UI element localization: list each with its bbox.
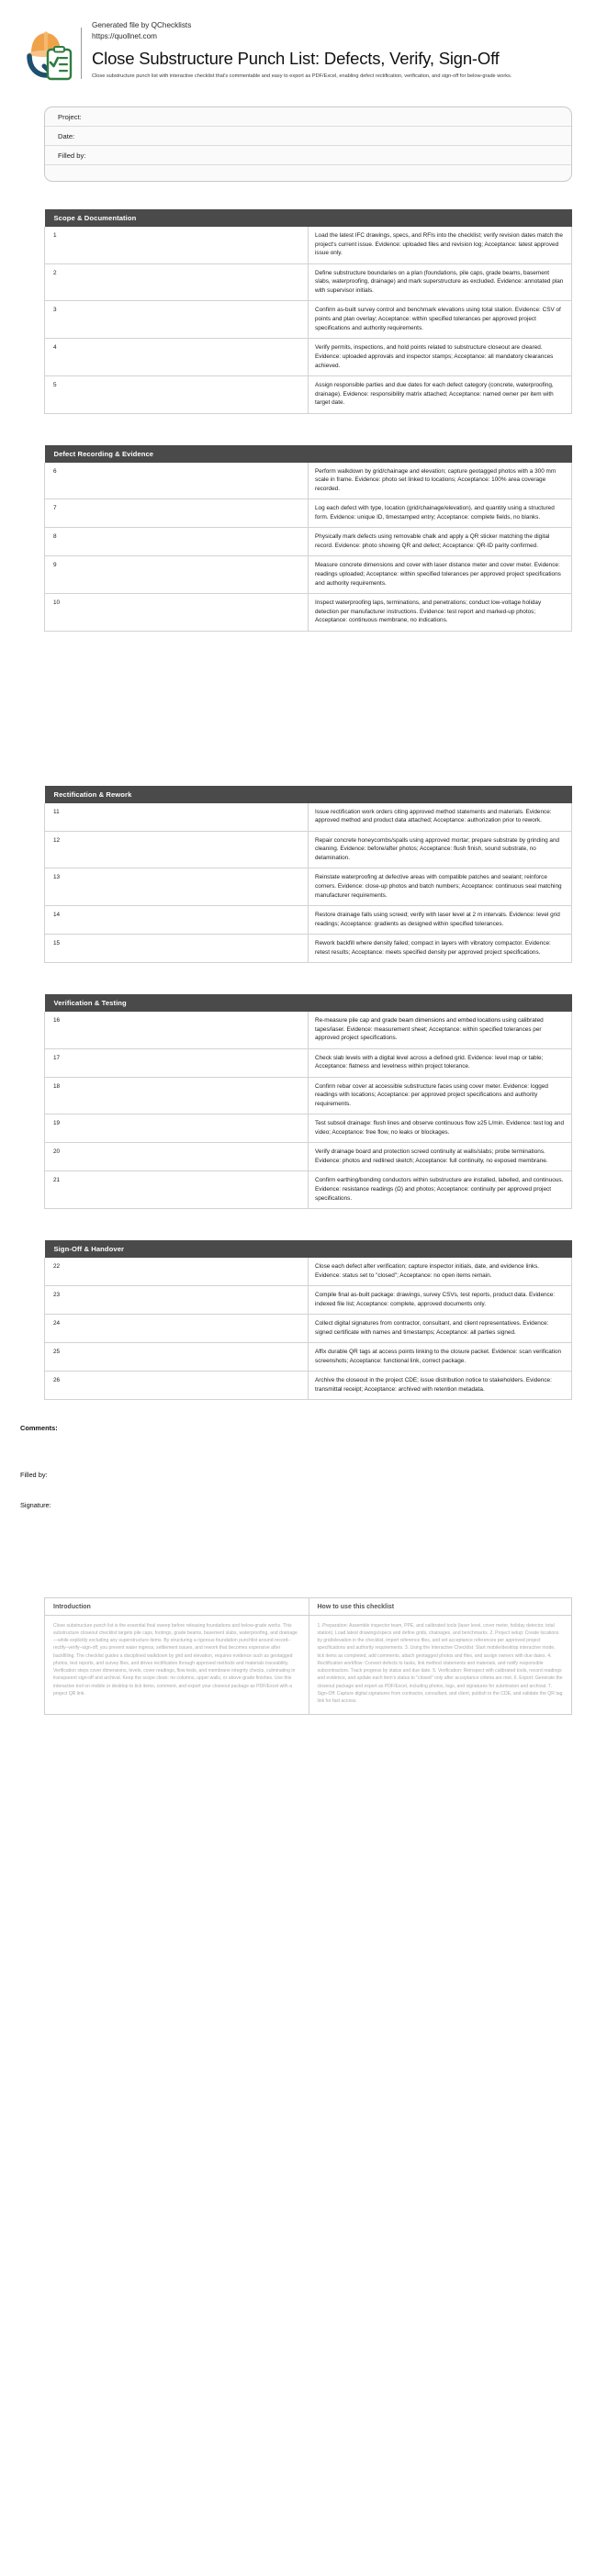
section-rectification-rework: [44, 786, 572, 963]
row-number: 5: [45, 375, 309, 413]
section-verification-testing: [44, 994, 572, 1209]
project-info-box: [44, 106, 572, 182]
row-text: Define substructure boundaries on a plan (foundations, pile caps, grade beams, basement slabs, waterproofing, drainage) and mark superstructure as excluded. Evidence: annotated plan with supervisor initials.: [309, 263, 572, 301]
project-field[interactable]: Project:: [45, 107, 571, 127]
header-divider: [81, 28, 82, 79]
row-number: 16: [45, 1012, 309, 1048]
row-text: Confirm earthing/bonding conductors within substructure are installed, labelled, and continuous. Evidence: resistance readings (Ω) and photos; Acceptance: continuity per approved project specifications.: [309, 1171, 572, 1209]
row-text: Check slab levels with a digital level across a defined grid. Evidence: level map or table; Acceptance: flatness and levelness within project tolerance.: [309, 1048, 572, 1077]
table-row[interactable]: [45, 1048, 572, 1077]
table-row[interactable]: [45, 375, 572, 413]
brand-logo: [24, 17, 77, 83]
introduction-column: [45, 1598, 309, 1715]
table-row[interactable]: [45, 528, 572, 556]
row-text: Perform walkdown by grid/chainage and elevation; capture geotagged photos with a 300 mm scale in frame. Evidence: photo set linked to locations; Acceptance: 100% area coverage recorded.: [309, 463, 572, 499]
table-row[interactable]: [45, 1314, 572, 1342]
row-number: 13: [45, 868, 309, 906]
page-description: Close substructure punch list with interactive checklist that's commentable and easy to export as PDF/Excel, enabling defect rectification, verification, and sign-off for below-grade works.: [92, 73, 512, 80]
row-number: 6: [45, 463, 309, 499]
row-text: Measure concrete dimensions and cover with laser distance meter and cover meter. Evidence: readings uploaded; Acceptance: within specified tolerances per approved project specifications and authority requirements.: [309, 556, 572, 594]
table-row[interactable]: [45, 301, 572, 339]
row-number: 21: [45, 1171, 309, 1209]
row-text: Inspect waterproofing laps, terminations, and penetrations; conduct low-voltage holiday detection per manufacturer instructions. Evidence: test report and marked-up photos; Acceptance: continuous membrane, no indications.: [309, 593, 572, 631]
row-number: 18: [45, 1077, 309, 1114]
table-row[interactable]: [45, 556, 572, 594]
row-text: Re-measure pile cap and grade beam dimensions and embed locations using calibrated tapes/laser. Evidence: measurement sheet; Acceptance: within specified tolerances per approved project specifications.: [309, 1012, 572, 1048]
row-number: 7: [45, 499, 309, 528]
hard-hat-clipboard-logo-icon: [24, 26, 77, 83]
row-text: Reinstate waterproofing at defective areas with compatible patches and sealant; reinforce corners. Evidence: close-up photos and batch numbers; Acceptance: continuous seal matching manufacturer requirements.: [309, 868, 572, 906]
row-number: 8: [45, 528, 309, 556]
table-row[interactable]: [45, 905, 572, 934]
table-row[interactable]: [45, 593, 572, 631]
row-number: 3: [45, 301, 309, 339]
row-number: 15: [45, 934, 309, 962]
row-text: Affix durable QR tags at access points linking to the closure packet. Evidence: scan verification screenshots; Acceptance: functional link, correct package.: [309, 1342, 572, 1371]
checklist-table: [44, 1240, 572, 1400]
row-number: 1: [45, 227, 309, 263]
introduction-heading: Introduction: [45, 1598, 309, 1616]
checklist-table: [44, 994, 572, 1209]
filled-by-label[interactable]: Filled by:: [20, 1470, 48, 1479]
signature-section: [20, 1424, 572, 1509]
row-text: Verify drainage board and protection screed continuity at walls/slabs; probe terminations. Evidence: photos and redlined sketch; Acceptance: full continuity, no exposed membrane.: [309, 1143, 572, 1171]
row-text: Repair concrete honeycombs/spalls using approved mortar; prepare substrate by grinding and cleaning. Evidence: before/after photos; Acceptance: flush finish, sound substrate, no delamination.: [309, 831, 572, 868]
row-text: Archive the closeout in the project CDE; issue distribution notice to stakeholders. Evidence: transmittal receipt; Acceptance: archived with retention metadata.: [309, 1371, 572, 1399]
row-number: 20: [45, 1143, 309, 1171]
comments-label: Comments:: [20, 1423, 58, 1432]
section-header: Sign-Off & Handover: [45, 1240, 572, 1258]
row-number: 23: [45, 1285, 309, 1314]
row-text: Test subsoil drainage: flush lines and observe continuous flow ≥25 L/min. Evidence: test log and video; Acceptance: free flow, no leaks or blockages.: [309, 1114, 572, 1143]
source-url: https://quollnet.com: [92, 31, 157, 40]
row-text: Confirm as-built survey control and benchmark elevations using total station. Evidence: CSV of points and plan overlay; Acceptance: within specified tolerances per approved project specifications and authority requirements.: [309, 301, 572, 339]
section-header: Scope & Documentation: [45, 209, 572, 227]
section-defect-recording-evidence: [44, 445, 572, 632]
table-row[interactable]: [45, 1285, 572, 1314]
blank-field[interactable]: [45, 165, 571, 181]
table-row[interactable]: [45, 1012, 572, 1048]
row-text: Close each defect after verification; capture inspector initials, date, and evidence links. Evidence: status set to "closed"; Acceptance: no open items remain.: [309, 1258, 572, 1285]
comments-writing-area[interactable]: [20, 1432, 572, 1471]
row-number: 2: [45, 263, 309, 301]
table-row[interactable]: [45, 1342, 572, 1371]
checklist-table: [44, 445, 572, 632]
table-row[interactable]: [45, 463, 572, 499]
row-number: 19: [45, 1114, 309, 1143]
section-header: Defect Recording & Evidence: [45, 445, 572, 463]
table-row[interactable]: [45, 339, 572, 376]
row-number: 26: [45, 1371, 309, 1399]
row-text: Collect digital signatures from contractor, consultant, and client representatives. Evidence: signed certificate with names and timestamps; Acceptance: all parties signed.: [309, 1314, 572, 1342]
filled-by-writing-area[interactable]: [20, 1479, 572, 1501]
row-number: 24: [45, 1314, 309, 1342]
checklist-table: [44, 786, 572, 963]
table-row[interactable]: [45, 1371, 572, 1399]
table-row[interactable]: [45, 1143, 572, 1171]
row-number: 12: [45, 831, 309, 868]
table-row[interactable]: [45, 934, 572, 962]
info-panel: [44, 1597, 572, 1716]
section-scope-documentation: [44, 209, 572, 414]
table-row[interactable]: [45, 499, 572, 528]
row-text: Restore drainage falls using screed; verify with laser level at 2 m intervals. Evidence: level grid readings; Acceptance: gradients as designed within specified tolerances.: [309, 905, 572, 934]
howto-heading: How to use this checklist: [309, 1598, 572, 1616]
row-number: 14: [45, 905, 309, 934]
filled-by-field[interactable]: Filled by:: [45, 146, 571, 165]
row-number: 17: [45, 1048, 309, 1077]
checklist-table: [44, 209, 572, 414]
document-header: [0, 0, 607, 83]
row-number: 25: [45, 1342, 309, 1371]
row-text: Physically mark defects using removable chalk and apply a QR sticker matching the digital record. Evidence: photo showing QR and defect; Acceptance: QR-ID parity confirmed.: [309, 528, 572, 556]
generated-by-text: Generated file by QChecklists: [92, 21, 192, 29]
row-number: 22: [45, 1258, 309, 1285]
row-text: Load the latest IFC drawings, specs, and RFIs into the checklist; verify revision dates match the project's current issue. Evidence: uploaded files and revision log; Acceptance: latest approved issue only.: [309, 227, 572, 263]
table-row[interactable]: [45, 1258, 572, 1285]
table-row[interactable]: [45, 803, 572, 831]
table-row[interactable]: [45, 1171, 572, 1209]
howto-column: [309, 1598, 572, 1715]
table-row[interactable]: [45, 227, 572, 263]
howto-body: 1. Preparation: Assemble inspector team, PPE, and calibrated tools (laser level, cover meter, holiday detector, total station). Load latest drawings/specs and define grids, chainages, and benchmarks. 2. Project setup: Create locations by grid/elevation in the checklist, import reference files, and set acceptance references per approved project specifications and authority requirements. 3. Using the Interactive Checklist: Start mobile/desktop interactive mode, tick items as completed, add comments, attach geotagged photos and files, and assign owners with due dates. 4. Rectification workflow: Convert defects to tasks, link method statements and materials, and notify responsible subcontractors. Track progress by status and due date. 5. Verification: Reinspect with calibrated tools, record readings and evidence, and update each item's status to "closed" only after acceptance criteria are met. 6. Export: Generate the closeout package and export as PDF/Excel, including photos, logs, and signatures for submission and archival. 7. Sign-Off: Capture digital signatures from contractor, consultant, and client, publish to the CDE, and validate the QR tag link for fast access.: [317, 1622, 563, 1705]
table-row[interactable]: [45, 831, 572, 868]
signature-label[interactable]: Signature:: [20, 1500, 51, 1509]
row-text: Verify permits, inspections, and hold points related to substructure closeout are cleared. Evidence: uploaded approvals and inspector stamps; Acceptance: all mandatory clearances achieved.: [309, 339, 572, 376]
row-number: 4: [45, 339, 309, 376]
table-row[interactable]: [45, 263, 572, 301]
row-text: Assign responsible parties and due dates for each defect category (concrete, waterproofing, drainage). Evidence: responsibility matrix attached; Acceptance: named owner per item with target date.: [309, 375, 572, 413]
table-row[interactable]: [45, 1114, 572, 1143]
date-field[interactable]: Date:: [45, 127, 571, 146]
row-number: 10: [45, 593, 309, 631]
section-sign-off-handover: [44, 1240, 572, 1400]
introduction-body: Close substructure punch list is the essential final sweep before releasing foundations and below-grade works. This substructure closeout checklist targets pile caps, footings, grade beams, basement slabs, waterproofing, and drainage—while explicitly excluding any superstructure items. By structuring a rigorous foundation punchlist around record–rectify–verify–sign-off, you prevent water ingress, settlement issues, and rework that becomes expensive after backfilling. The checklist guides a disciplined walkdown by grid and elevation, requires evidence such as geotagged photos, test reports, and survey files, and drives rectification through approved methods and materials traceability. Verification steps cover dimensions, levels, cover readings, flow tests, and membrane integrity checks, culminating in transparent sign-off and archival. Keep the scope clean: no columns, upper walls, or above-grade finishes. Use this interactive tool on mobile or desktop to tick items, comment, and export your closeout package as PDF/Excel with a project QR link.: [53, 1622, 298, 1697]
table-row[interactable]: [45, 868, 572, 906]
row-text: Issue rectification work orders citing approved method statements and materials. Evidence: approved method and product data attached; Acceptance: authorization prior to rework.: [309, 803, 572, 831]
table-row[interactable]: [45, 1077, 572, 1114]
row-number: 11: [45, 803, 309, 831]
row-number: 9: [45, 556, 309, 594]
row-text: Log each defect with type, location (grid/chainage/elevation), and quantity using a structured form. Evidence: unique ID, timestamped entry; Acceptance: complete fields, no blanks.: [309, 499, 572, 528]
row-text: Compile final as-built package: drawings, survey CSVs, test reports, product data. Evidence: indexed file list; Acceptance: complete, approved documents only.: [309, 1285, 572, 1314]
section-header: Rectification & Rework: [45, 786, 572, 803]
page-title: Close Substructure Punch List: Defects, Verify, Sign-Off: [92, 48, 500, 68]
section-header: Verification & Testing: [45, 994, 572, 1012]
row-text: Rework backfill where density failed; compact in layers with vibratory compactor. Evidence: retest results; Acceptance: meets specified density per approved project specifications.: [309, 934, 572, 962]
row-text: Confirm rebar cover at accessible substructure faces using cover meter. Evidence: logged readings with locations; Acceptance: per approved project specifications and authority requirements.: [309, 1077, 572, 1114]
